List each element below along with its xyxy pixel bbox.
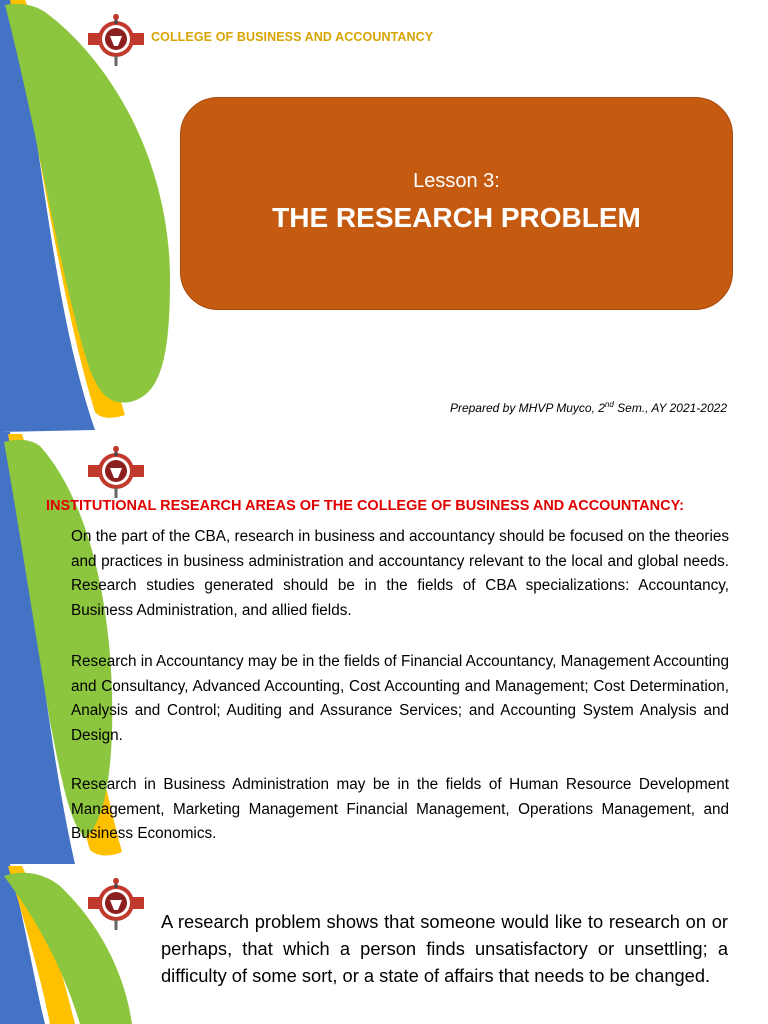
title-box <box>180 97 733 310</box>
paragraph-cba: On the part of the CBA, research in business and accountancy should be focused on the theories and practices in business administration and accountancy relevant to the local and global needs. Research studies generated should be in the fields of CBA specializations: Accountancy, Business Administration, and allied fields. <box>71 528 729 619</box>
prepared-prefix: Prepared by MHVP Muyco, 2 <box>449 401 605 415</box>
college-name: COLLEGE OF BUSINESS AND ACCOUNTANCY <box>151 30 434 44</box>
college-seal-icon <box>88 446 144 498</box>
college-seal-icon <box>88 14 144 66</box>
paragraph-accountancy: Research in Accountancy may be in the fields of Financial Accountancy, Management Accounting and Consultancy, Advanced Accounting, Cost Accounting and Management; Cost Determination, Analysis and Control; Auditing and Assurance Services; and Accounting System Analysis and Design. <box>71 653 729 744</box>
paragraph-business-admin: Research in Business Administration may be in the fields of Human Resource Development Management, Marketing Management Financial Management, Operations Management, and Business Economics. <box>71 776 729 842</box>
college-seal-icon <box>88 878 144 930</box>
prepared-sup: nd <box>604 400 614 409</box>
research-problem-definition: A research problem shows that someone would like to research on or perhaps, that which a person finds unsatisfactory or unsettling; a difficulty of some sort, or a state of affairs that needs to be changed. <box>161 911 728 986</box>
slide-title <box>0 0 768 432</box>
prepared-suffix: Sem., AY 2021-2022 <box>613 401 727 415</box>
lesson-title: THE RESEARCH PROBLEM <box>272 202 641 233</box>
prepared-by <box>450 400 727 415</box>
research-areas-heading: INSTITUTIONAL RESEARCH AREAS OF THE COLLEGE OF BUSINESS AND ACCOUNTANCY: <box>46 498 685 514</box>
lesson-label: Lesson 3: <box>413 170 500 192</box>
